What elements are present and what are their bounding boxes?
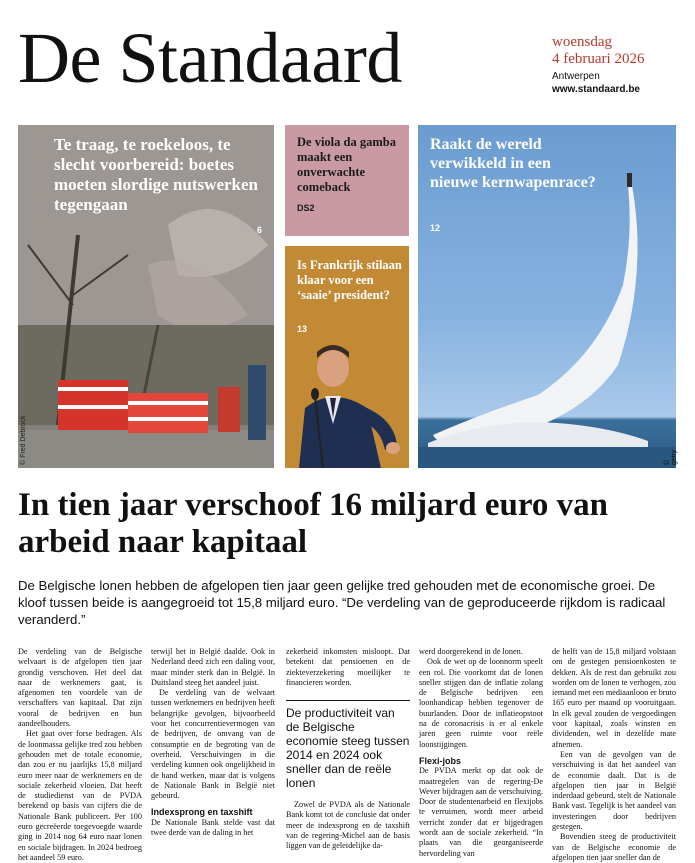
photo-credit: © Fred Debrock: [20, 415, 27, 465]
teaser-france-title[interactable]: Is Frankrijk stilaan klaar voor een ‘saaie’ president?: [297, 258, 402, 302]
article-lede: De Belgische lonen hebben de afgelopen tien jaar geen gelijke tred gehouden met de economische groei. De kloof tussen beide is aangegroeid tot 15,8 miljard euro. “De verdeling van de geproduceerde rijkdom is radicaal veranderd.”: [18, 578, 666, 627]
paragraph: Zowel de PVDA als de Nationale Bank komt tot de conclusie dat onder meer de indexsprong en de taxshift van de regering-Michel aan de basis liggen van de geleidelijke da-: [286, 800, 410, 851]
teaser-nuclear-page: 12: [430, 223, 441, 233]
date-block: [552, 34, 644, 95]
subheading: Indexsprong en taxshift: [151, 807, 253, 818]
article-column-4: [419, 647, 543, 858]
teaser-viola[interactable]: [285, 125, 409, 236]
article-column-3-continued: [286, 800, 410, 851]
paragraph: De PVDA merkt op dat ook de maatregelen van de regering-De Wever bijdragen aan de verschuiving. Door de studentenarbeid en flexijobs te verruimen, wordt meer arbeid verricht zonder dat er bijgedragen wordt aan de sociale zekerheid. “In plaats van die georganiseerde hervordeling van: [419, 766, 543, 858]
paragraph: De verdeling van de Belgische welvaart is de afgelopen tien jaar grondig verschoven. Het deel dat naar de werknemers gaat, is afgenomen ten voordele van de verschaffers van kapitaal. Dat zijn vooral de bedrijven en hun aandeelhouders.: [18, 647, 142, 729]
article-column-5: [552, 647, 676, 862]
paragraph: Bovendien steeg de productiviteit van de Belgische economie de afgelopen tien jaar sneller dan de: [552, 832, 676, 862]
teaser-roadworks-page: 6: [256, 225, 262, 235]
teaser-viola-title[interactable]: De viola da gamba maakt een onverwachte comeback: [297, 135, 396, 194]
paragraph: terwijl het in België daalde. Ook in Nederland deed zich een daling voor, maar minder sterk dan in België. In Duitsland steeg het aandeel juist.: [151, 647, 275, 687]
article-column-2: [151, 647, 275, 842]
article-column-1: [18, 647, 142, 862]
paragraph: De verdeling van de welvaart tussen werknemers en bedrijven heeft belangrijke gevolgen, bijvoorbeeld voor het concurrentievermogen van de bedrijven, de omvang van de consumptie en de begroting van de overheid. Verschuivingen in die verdeling kunnen ook ongelijkheid in de hand werken, maar dat is volgens de Nationale Bank in België niet gebeurd.: [151, 688, 275, 801]
paragraph: Een van de gevolgen van de verschuiving is dat het aandeel van de economie daalt. Dat is de afgelopen tien jaar in België inderdaad gebeurd, stelt de Nationale Bank vast. Tegelijk is het aandeel van investeringen door bedrijven gestegen.: [552, 749, 676, 832]
edition-location: Antwerpen: [552, 71, 600, 82]
paragraph: de helft van de 15,8 miljard volstaan om de gestegen pensioenkosten te dekken. Als de rest dan gebruikt zou worden om de lonen te verhogen, zou iemand met een mediaanloon er bruto 165 euro per maand op vooruitgaan. In elk geval zouden de vergoedingen voor kapitaal, zoals winsten en dividenden, wel in dezelfde mate afnemen.: [552, 647, 676, 749]
teaser-roadworks[interactable]: [18, 125, 274, 468]
masthead-logo[interactable]: De Standaard: [18, 18, 402, 98]
teaser-france-page: 13: [297, 324, 308, 334]
teaser-france[interactable]: [285, 246, 409, 468]
teaser-nuclear-title[interactable]: Raakt de wereld verwikkeld in een nieuwe kernwapenrace?: [430, 136, 596, 191]
photo-credit-getty: © getty: [664, 449, 678, 465]
website-link[interactable]: www.standaard.be: [552, 84, 640, 95]
paragraph: Ook de wet op de loonnorm speelt een rol. Die voorkomt dat de lonen sneller stijgen dan de inflatie zolang de Belgische bedrijven een loonhandicap hebben tegenover de buurlanden. Door de inflatieopstoot na de coronacrisis is er al enkele jaren geen ruimte voor reële loonstijgingen.: [419, 657, 543, 749]
paragraph: De Nationale Bank stelde vast dat twee derde van de daling in het: [151, 817, 275, 838]
paragraph: werd doorgerekend in de lonen.: [419, 647, 523, 656]
weekday: woensdag: [552, 34, 612, 50]
teaser-viola-page: DS2: [297, 203, 315, 213]
date: 4 februari 2026: [552, 51, 645, 67]
pull-quote: De productiviteit van de Belgische economie steeg tussen 2014 en 2024 ook sneller dan de reële lonen: [286, 700, 410, 790]
paragraph: Het gaat over forse bedragen. Als de loonmassa gelijke tred zou hebben gehouden met de totale economie, dan zou er nu jaarlijks 15,8 miljard euro meer naar de werknemers en de sociale zekerheid vloeien. Dat heeft de studiedienst van de PVDA berekend op basis van cijfers die de Nationale Bank publiceert. Per 100 euro gecreëerde toegevoegde waarde ging in 2014 nog 64 euro naar lonen en sociale bijdragen. In 2024 bedroeg het aandeel 59 euro.: [18, 729, 142, 862]
paragraph: zekerheid inkomsten misloopt. Dat betekent dat pensioenen en de ziekteverzekering moeilijker te financieren worden.: [286, 647, 410, 687]
teaser-roadworks-title[interactable]: Te traag, te roekeloos, te slecht voorbereid: boetes moeten slordige nutswerken tegengaan: [54, 135, 258, 214]
article-column-3: [286, 647, 410, 697]
main-headline[interactable]: In tien jaar verschoof 16 miljard euro van arbeid naar kapitaal: [18, 487, 608, 560]
teaser-nuclear[interactable]: [418, 125, 676, 468]
subheading: Flexi-jobs: [419, 755, 462, 766]
